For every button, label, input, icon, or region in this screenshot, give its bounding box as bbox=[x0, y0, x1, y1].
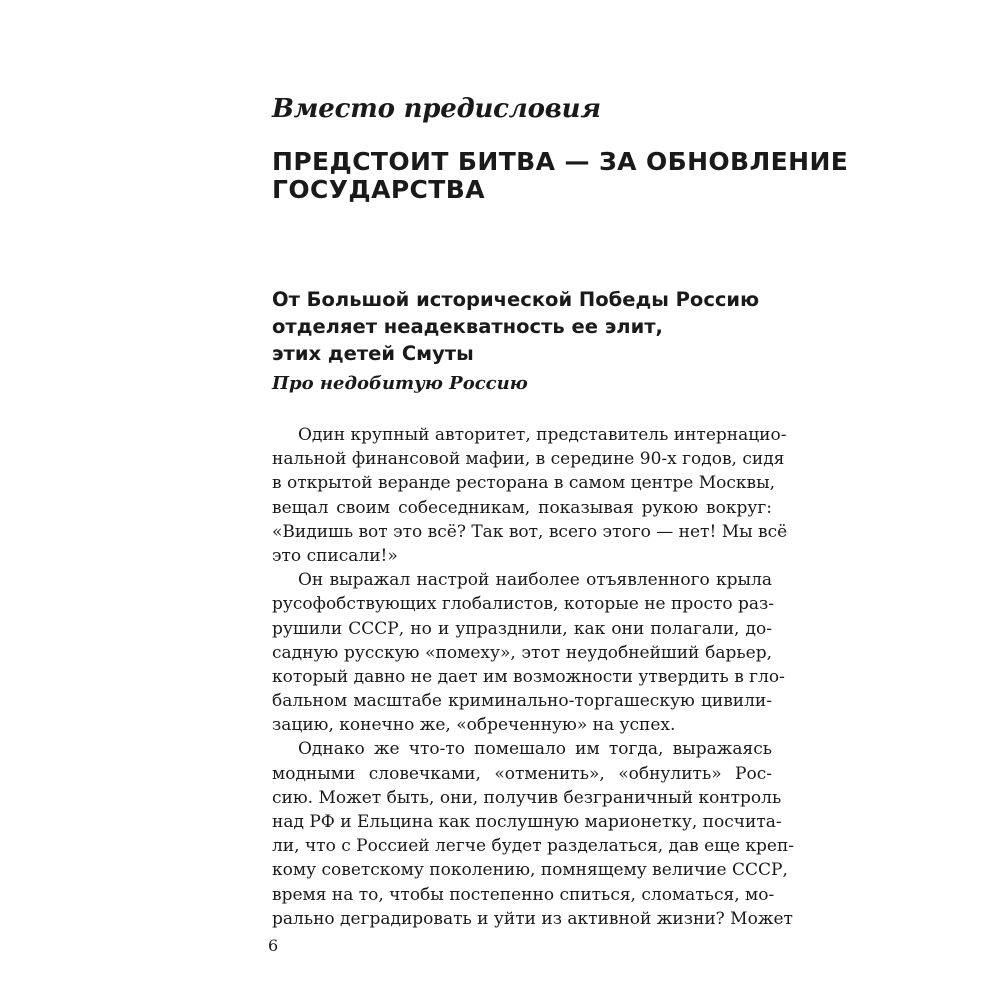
text-line: в открытой веранде ресторана в самом центре Москвы, bbox=[272, 473, 776, 494]
text-line: модными словечками, «отменить», «обнулить» Рос- bbox=[272, 763, 772, 784]
chapter-title bbox=[272, 147, 849, 204]
text-line: который давно не дает им возможности утвердить в гло- bbox=[272, 666, 785, 687]
text-line: бальном масштабе криминально-торгашескую цивили- bbox=[272, 691, 772, 712]
text-line: вещал своим собеседникам, показывая рукою вокруг: bbox=[272, 497, 772, 518]
body-text bbox=[272, 423, 795, 931]
text-line: Однако же что-то помешало им тогда, выражаясь bbox=[298, 739, 772, 760]
text-line: время на то, чтобы постепенно спиться, сломаться, мо- bbox=[272, 884, 775, 905]
text-line: садную русскую «помеху», этот неудобнейший барьер, bbox=[272, 642, 772, 663]
chapter-title-line: ГОСУДАРСТВА bbox=[272, 175, 485, 204]
chapter-title-line: ПРЕДСТОИТ БИТВА — ЗА ОБНОВЛЕНИЕ bbox=[272, 147, 849, 176]
text-line: Один крупный авторитет, представитель интернацио- bbox=[298, 425, 787, 445]
text-line: над РФ и Ельцина как послушную марионетку, посчита- bbox=[272, 812, 782, 832]
text-line: ли, что с Россией легче будет разделаться, дав еще креп- bbox=[272, 836, 795, 857]
text-line: «Видишь вот это всё? Так вот, всего этого — нет! Мы всё bbox=[272, 521, 788, 542]
text-line: кому советскому поколению, помнящему величие СССР, bbox=[272, 860, 788, 881]
section-heading bbox=[272, 286, 792, 367]
text-line: нальной финансовой мафии, в середине 90-х годов, сидя bbox=[272, 449, 785, 470]
text-line: это списали!» bbox=[272, 545, 398, 566]
text-line: русофобствующих глобалистов, которые не просто раз- bbox=[272, 594, 775, 615]
text-line: зацию, конечно же, «обреченную» на успех. bbox=[272, 715, 676, 736]
intro-label: Вместо предисловия bbox=[272, 94, 601, 124]
section-heading-line: отделяет неадекватность ее элит, bbox=[272, 315, 663, 338]
section-heading-line: От Большой исторической Победы Россию bbox=[272, 288, 760, 311]
text-line: сию. Может быть, они, получив безграничный контроль bbox=[272, 787, 782, 808]
subsection-heading: Про недобитую Россию bbox=[272, 373, 528, 394]
text-line: рушили СССР, но и упразднили, как они полагали, до- bbox=[272, 618, 772, 639]
text-line: Он выражал настрой наиболее отъявленного крыла bbox=[298, 570, 772, 591]
page-number: 6 bbox=[268, 936, 279, 955]
section-heading-line: этих детей Смуты bbox=[272, 342, 474, 365]
text-line: рально деградировать и уйти из активной жизни? Может bbox=[272, 908, 793, 929]
